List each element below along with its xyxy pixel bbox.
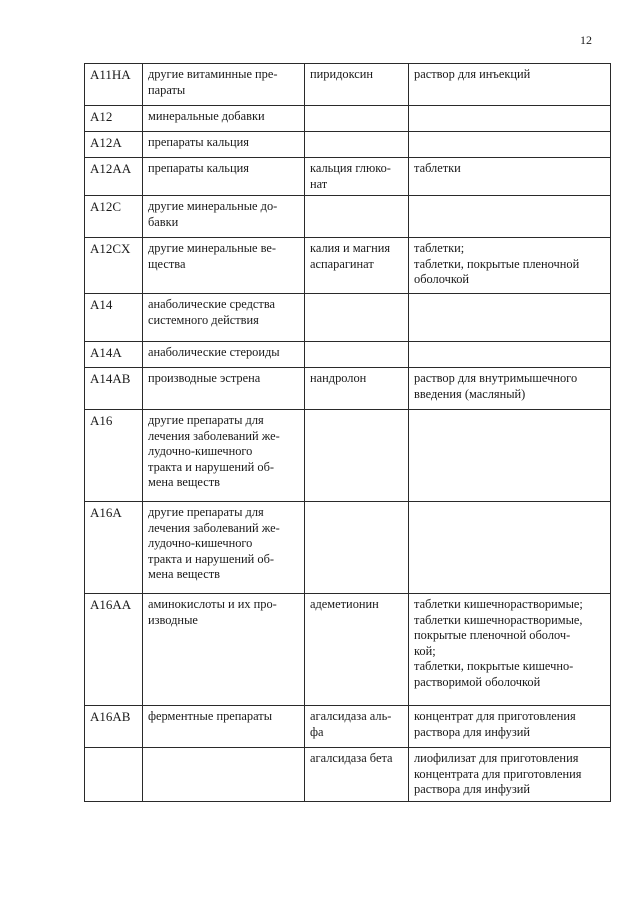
dosage-form-cell: [409, 294, 611, 342]
dosage-form-line: лиофилизат для приготовления: [414, 751, 579, 765]
substance-cell: [305, 410, 409, 502]
table-row: [85, 748, 611, 802]
group-description-cell: [143, 132, 305, 158]
dosage-form-cell: [409, 502, 611, 594]
substance-cell: [305, 706, 409, 748]
atc-code-cell: A14: [85, 294, 143, 342]
substance-line: калия и магния: [310, 241, 391, 255]
dosage-form-line: покрытые пленочной оболоч-: [414, 628, 571, 642]
group-description-line: бавки: [148, 214, 179, 229]
dosage-form-cell: [409, 368, 611, 410]
group-description-cell: [143, 706, 305, 748]
atc-code-cell: A12AA: [85, 158, 143, 196]
group-description-line: анаболические стероиды: [148, 345, 280, 359]
group-description-line: лудочно-кишечного: [148, 444, 253, 458]
dosage-form-line: таблетки;: [414, 241, 465, 255]
dosage-form-cell: [409, 158, 611, 196]
table-row: [85, 706, 611, 748]
atc-code-cell: A14AB: [85, 368, 143, 410]
group-description-line: другие минеральные ве-: [148, 241, 277, 255]
dosage-form-cell: [409, 706, 611, 748]
dosage-form-line: оболочкой: [414, 272, 470, 286]
group-description-line: лудочно-кишечного: [148, 536, 253, 550]
group-description-cell: [143, 196, 305, 238]
group-description-line: изводные: [148, 612, 198, 627]
substance-cell: [305, 158, 409, 196]
dosage-form-line: таблетки кишечнорастворимые,: [414, 612, 583, 627]
substance-line: нат: [310, 176, 328, 191]
group-description-cell: [143, 342, 305, 368]
dosage-form-line: растворимой оболочкой: [414, 674, 541, 689]
group-description-line: другие препараты для: [148, 505, 264, 519]
atc-code-cell: A12C: [85, 196, 143, 238]
group-description-line: системного действия: [148, 312, 259, 327]
dosage-form-cell: [409, 196, 611, 238]
dosage-form-line: раствор для внутримышечного: [414, 371, 578, 385]
atc-code-cell: A16AB: [85, 706, 143, 748]
substance-cell: [305, 502, 409, 594]
dosage-form-cell: [409, 594, 611, 706]
dosage-form-line: введения (масляный): [414, 386, 526, 401]
dosage-form-line: раствора для инфузий: [414, 782, 530, 796]
substance-cell: [305, 64, 409, 106]
table-row: [85, 368, 611, 410]
group-description-line: производные эстрена: [148, 371, 261, 385]
table-row: [85, 158, 611, 196]
dosage-form-line: концентрата для приготовления: [414, 766, 582, 781]
substance-cell: [305, 748, 409, 802]
group-description-line: щества: [148, 256, 186, 271]
group-description-line: минеральные добавки: [148, 109, 265, 123]
atc-code-cell: A12A: [85, 132, 143, 158]
atc-code-cell: A11HA: [85, 64, 143, 106]
substance-line: агалсидаза аль-: [310, 709, 392, 723]
table-row: [85, 410, 611, 502]
group-description-cell: [143, 158, 305, 196]
substance-cell: [305, 132, 409, 158]
dosage-form-line: таблетки: [414, 161, 461, 175]
dosage-form-cell: [409, 748, 611, 802]
drug-classification-table: [84, 63, 611, 802]
dosage-form-line: кой;: [414, 643, 436, 658]
dosage-form-cell: [409, 342, 611, 368]
atc-code-cell: A16A: [85, 502, 143, 594]
dosage-form-line: концентрат для приготовления: [414, 709, 576, 723]
group-description-line: другие витаминные пре-: [148, 67, 278, 81]
dosage-form-line: раствор для инъекций: [414, 67, 531, 81]
table-row: [85, 594, 611, 706]
dosage-form-line: таблетки кишечнорастворимые;: [414, 597, 583, 611]
substance-cell: [305, 342, 409, 368]
group-description-line: мена веществ: [148, 567, 220, 581]
substance-cell: [305, 294, 409, 342]
group-description-cell: [143, 594, 305, 706]
substance-cell: [305, 106, 409, 132]
table-row: [85, 106, 611, 132]
substance-line: фа: [310, 724, 324, 739]
atc-code-cell: A14A: [85, 342, 143, 368]
dosage-form-line: раствора для инфузий: [414, 724, 530, 739]
substance-line: агалсидаза бета: [310, 751, 393, 765]
group-description-line: другие минеральные до-: [148, 199, 278, 213]
dosage-form-cell: [409, 238, 611, 294]
substance-line: адеметионин: [310, 597, 379, 611]
substance-cell: [305, 594, 409, 706]
group-description-line: другие препараты для: [148, 413, 264, 427]
table-row: [85, 294, 611, 342]
group-description-cell: [143, 294, 305, 342]
dosage-form-cell: [409, 410, 611, 502]
group-description-cell: [143, 502, 305, 594]
group-description-line: лечения заболеваний же-: [148, 428, 280, 443]
group-description-line: ферментные препараты: [148, 709, 273, 723]
table-row: [85, 502, 611, 594]
group-description-line: мена веществ: [148, 475, 220, 489]
group-description-line: параты: [148, 82, 186, 97]
dosage-form-cell: [409, 106, 611, 132]
dosage-form-cell: [409, 132, 611, 158]
substance-cell: [305, 238, 409, 294]
group-description-cell: [143, 410, 305, 502]
dosage-form-line: таблетки, покрытые пленочной: [414, 256, 580, 271]
substance-line: пиридоксин: [310, 67, 374, 81]
table-row: [85, 196, 611, 238]
atc-code-cell: A12: [85, 106, 143, 132]
substance-cell: [305, 196, 409, 238]
group-description-cell: [143, 368, 305, 410]
dosage-form-line: таблетки, покрытые кишечно-: [414, 659, 574, 673]
group-description-line: тракта и нарушений об-: [148, 459, 275, 474]
table-row: [85, 342, 611, 368]
page-number: 12: [580, 33, 592, 47]
substance-line: кальция глюко-: [310, 161, 391, 175]
group-description-line: тракта и нарушений об-: [148, 551, 275, 566]
table-row: [85, 132, 611, 158]
group-description-cell: [143, 106, 305, 132]
substance-line: аспарагинат: [310, 256, 374, 271]
group-description-line: аминокислоты и их про-: [148, 597, 277, 611]
group-description-line: анаболические средства: [148, 297, 276, 311]
substance-line: нандролон: [310, 371, 367, 385]
group-description-line: препараты кальция: [148, 161, 249, 175]
group-description-line: препараты кальция: [148, 135, 249, 149]
atc-code-cell: A12CX: [85, 238, 143, 294]
atc-code-cell: A16AA: [85, 594, 143, 706]
table-row: [85, 238, 611, 294]
atc-code-cell: [85, 748, 143, 802]
group-description-cell: [143, 64, 305, 106]
group-description-cell: [143, 238, 305, 294]
group-description-line: лечения заболеваний же-: [148, 520, 280, 535]
dosage-form-cell: [409, 64, 611, 106]
atc-code-cell: A16: [85, 410, 143, 502]
substance-cell: [305, 368, 409, 410]
table-body: [85, 64, 611, 802]
group-description-cell: [143, 748, 305, 802]
table-row: [85, 64, 611, 106]
